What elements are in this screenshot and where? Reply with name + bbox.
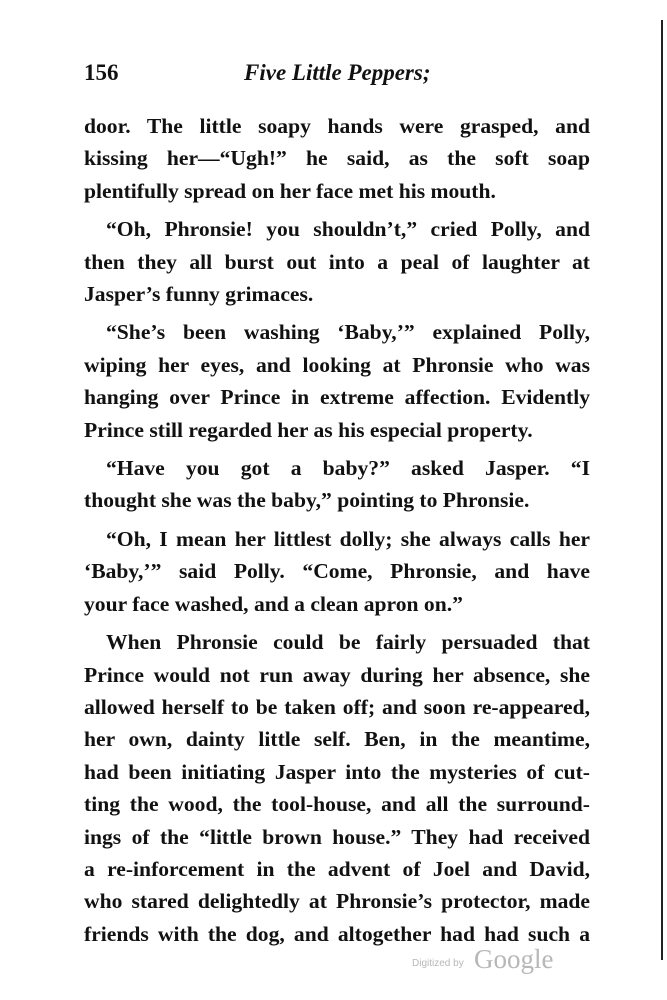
text-line: thought she was the baby,” pointing to Phronsie. xyxy=(84,488,530,513)
text-line: had been initiating Jasper into the mysteries of cut- xyxy=(84,759,590,784)
text-line: Prince would not run away during her absence, she xyxy=(84,662,590,687)
text-line: plentifully spread on her face met his mouth. xyxy=(84,178,496,203)
body-text xyxy=(84,110,590,950)
text-line: Jasper’s funny grimaces. xyxy=(84,282,314,307)
text-line: ting the wood, the tool-house, and all the surround- xyxy=(84,792,590,817)
page-edge-line xyxy=(661,20,663,960)
page-number: 156 xyxy=(84,60,119,85)
text-line: friends with the dog, and altogether had had such a xyxy=(84,921,590,946)
text-line: her own, dainty little self. Ben, in the meantime, xyxy=(84,727,590,752)
text-line: “Oh, Phronsie! you shouldn’t,” cried Polly, and xyxy=(106,217,590,242)
text-line: door. The little soapy hands were grasped, and xyxy=(84,114,590,138)
text-line: ings of the “little brown house.” They had received xyxy=(84,824,590,849)
google-logo: Google xyxy=(474,944,554,974)
digitized-watermark xyxy=(412,944,572,980)
text-line: kissing her—“Ugh!” he said, as the soft soap xyxy=(84,146,590,171)
page-header xyxy=(84,60,594,92)
text-line: allowed herself to be taken off; and soon re-appeared, xyxy=(84,694,590,719)
text-line: then they all burst out into a peal of laughter at xyxy=(84,249,590,274)
text-line: a re-inforcement in the advent of Joel and David, xyxy=(84,856,590,881)
text-line: “Oh, I mean her littlest dolly; she always calls her xyxy=(106,526,590,551)
text-line: “Have you got a baby?” asked Jasper. “I xyxy=(106,456,590,481)
text-line: Prince still regarded her as his especial property. xyxy=(84,417,533,442)
text-line: “She’s been washing ‘Baby,’” explained Polly, xyxy=(106,320,590,345)
text-line: wiping her eyes, and looking at Phronsie who was xyxy=(84,352,590,377)
text-line: your face washed, and a clean apron on.” xyxy=(84,591,463,616)
running-title: Five Little Peppers; xyxy=(244,60,431,85)
text-line: hanging over Prince in extreme affection. Evidently xyxy=(84,385,590,410)
text-line: who stared delightedly at Phronsie’s protector, made xyxy=(84,889,590,914)
digitized-label: Digitized by xyxy=(412,958,464,969)
text-line: ‘Baby,’” said Polly. “Come, Phronsie, and have xyxy=(84,559,590,584)
text-line: When Phronsie could be fairly persuaded that xyxy=(106,630,590,655)
